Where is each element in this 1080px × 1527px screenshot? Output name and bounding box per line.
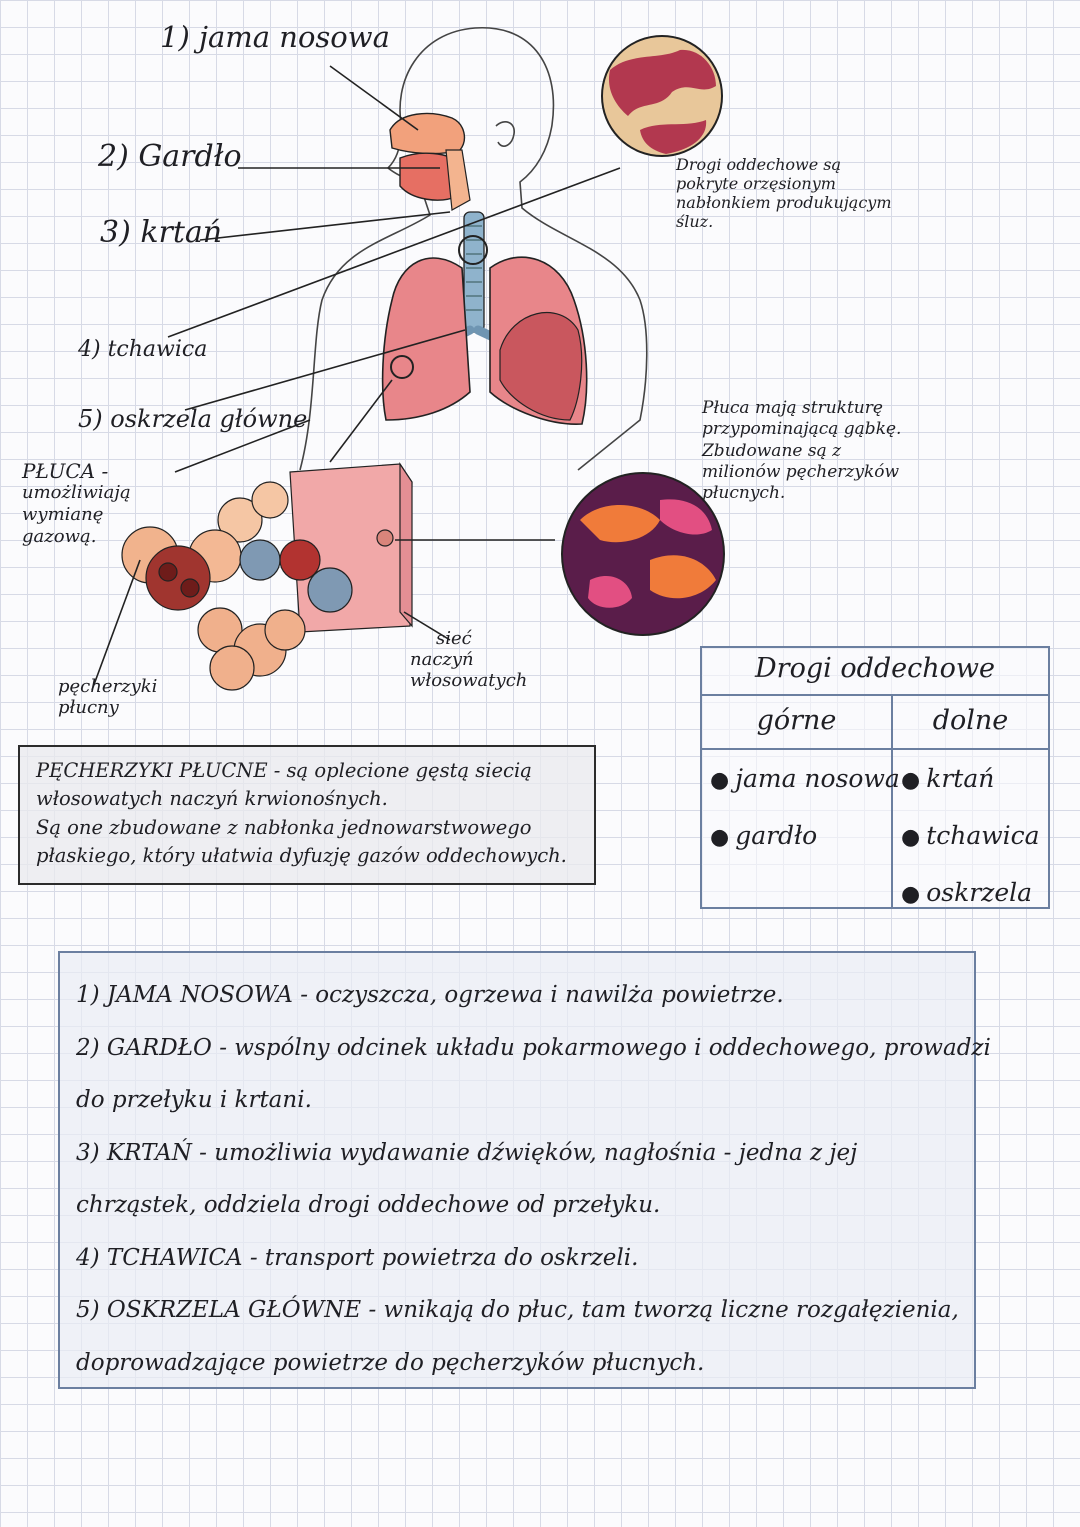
pecherzyki-line2: płucny — [58, 697, 119, 718]
alveoli-cluster-shape — [122, 464, 412, 690]
description-line: chrząstek, oddziela drogi oddechowe od przełyku. — [76, 1192, 661, 1218]
drogi-note: Drogi oddechowe są pokryte orzęsionym nabłonkiem produkującym śluz. — [676, 155, 892, 231]
lungs-shape — [383, 257, 587, 424]
pecherzyki-box-line4: płaskiego, który ułatwia dyfuzję gazów oddechowych. — [36, 843, 567, 867]
label-pecherzyki — [58, 676, 157, 718]
pecherzyki-box-line3: Są one zbudowane z nabłonka jednowarstwowego — [36, 815, 532, 839]
description-line: 1) JAMA NOSOWA - oczyszcza, ogrzewa i nawilża powietrze. — [76, 982, 784, 1008]
table-column-lower — [893, 694, 1048, 907]
label-pluca — [22, 460, 131, 548]
description-line: do przełyku i krtani. — [76, 1087, 312, 1113]
pluca-note: Płuca mają strukturę przypominającą gąbkę. Zbudowane są z milionów pęcherzyków płucnych. — [702, 398, 902, 503]
table-upper-item — [702, 807, 891, 864]
table-header-upper: górne — [702, 694, 891, 750]
pecherzyki-box-line1: PĘCHERZYKI PŁUCNE - są oplecione gęstą siecią — [36, 759, 532, 782]
table-title: Drogi oddechowe — [702, 648, 1048, 696]
siec-line2: naczyń — [410, 649, 474, 670]
table-upper-item — [702, 750, 900, 807]
description-line: 2) GARDŁO - wspólny odcinek układu pokarmowego i oddechowego, prowadzi — [76, 1034, 991, 1061]
bullet-icon: ● — [901, 825, 921, 850]
siec-line1: sieć — [436, 628, 472, 649]
pluca-title: PŁUCA - — [22, 459, 109, 483]
table-lower-item-text: tchawica — [926, 821, 1040, 850]
pluca-line4: gazową. — [22, 526, 97, 547]
table-lower-item — [893, 750, 1048, 807]
pluca-line2: umożliwiają — [22, 482, 131, 503]
table-upper-item-text: jama nosowa — [735, 764, 900, 793]
description-line: 5) OSKRZELA GŁÓWNE - wnikają do płuc, tam tworzą liczne rozgałęzienia, — [76, 1297, 959, 1323]
bullet-icon: ● — [710, 825, 730, 850]
description-line: 4) TCHAWICA - transport powietrza do oskrzeli. — [76, 1244, 639, 1271]
label-siec-naczyn — [410, 628, 527, 691]
pecherzyki-box-line2: włosowatych naczyń krwionośnych. — [36, 787, 388, 811]
description-line: doprowadzające powietrze do pęcherzyków płucnych. — [76, 1349, 705, 1376]
pluca-line3: wymianę — [22, 504, 104, 525]
bullet-icon: ● — [901, 768, 921, 793]
label-tchawica: 4) tchawica — [78, 337, 208, 362]
pecherzyki-info-box — [18, 745, 596, 885]
alveoli-magnified-circle — [562, 473, 724, 635]
table-lower-item-text: oskrzela — [926, 878, 1033, 907]
mucosa-magnified-circle — [602, 36, 722, 156]
table-header-lower: dolne — [893, 694, 1048, 750]
table-lower-item — [893, 807, 1048, 864]
siec-line3: włosowatych — [410, 670, 528, 691]
description-line: 3) KRTAŃ - umożliwia wydawanie dźwięków, nagłośnia - jedna z jej — [76, 1139, 858, 1166]
label-gardlo: 2) Gardło — [98, 139, 242, 174]
nasal-cavity-shape — [390, 114, 470, 210]
bullet-icon: ● — [901, 882, 921, 907]
table-lower-item-text: krtań — [926, 764, 995, 793]
table-lower-item — [893, 864, 1048, 921]
label-oskrzela: 5) oskrzela główne — [78, 405, 308, 433]
pecherzyki-line1: pęcherzyki — [58, 676, 158, 697]
table-upper-item-text: gardło — [735, 821, 818, 850]
airways-table — [700, 646, 1050, 909]
descriptions-box — [58, 951, 991, 1389]
label-krtan: 3) krtań — [100, 215, 223, 250]
table-column-upper — [702, 694, 900, 907]
label-jama-nosowa: 1) jama nosowa — [160, 20, 390, 54]
bullet-icon: ● — [710, 768, 730, 793]
